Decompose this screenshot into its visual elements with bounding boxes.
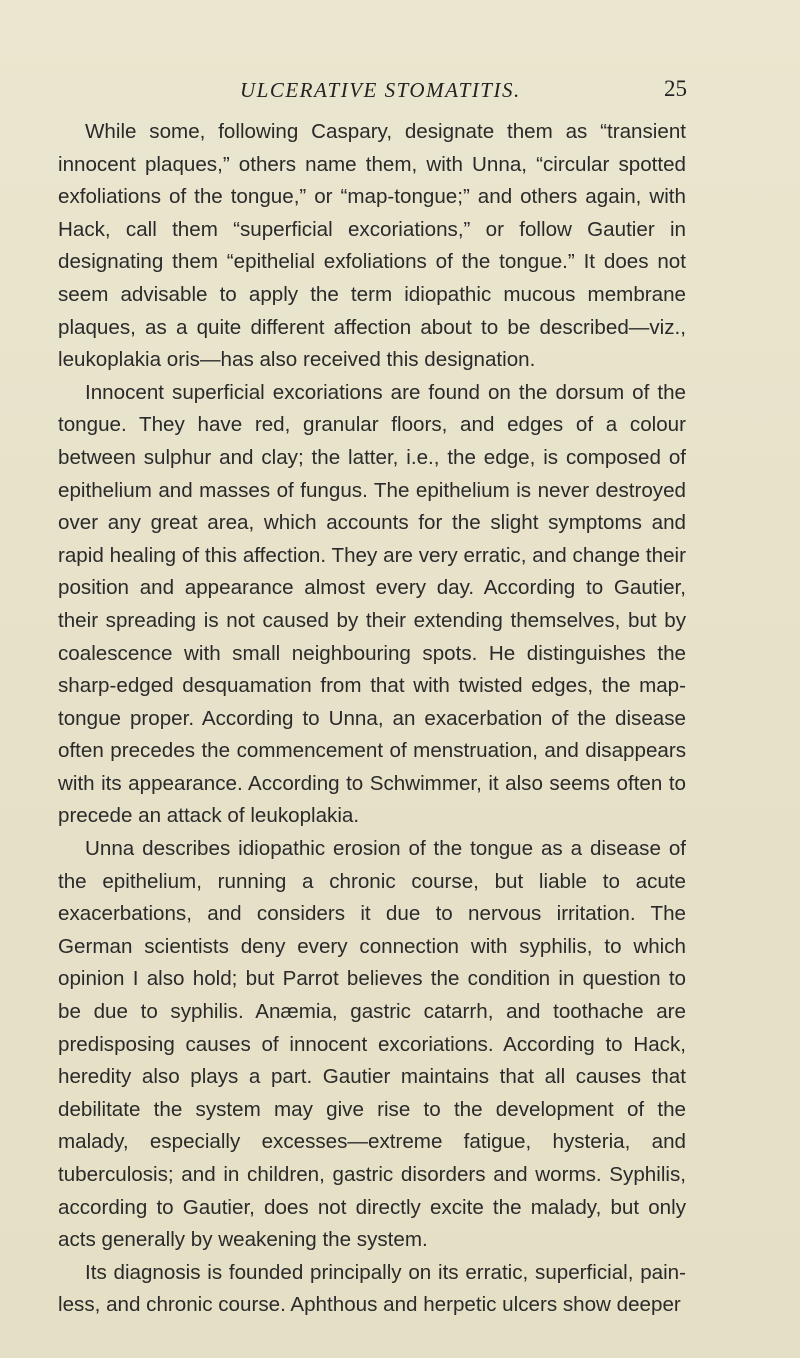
paragraph: Unna describes idiopathic erosion of the tongue as a disease of the epithelium, running a chronic course, but liable to acute exacerbations, and considers it due to nervous irritation. The German scientists deny every connection with syphilis, to which opinion I also hold; but Parrot believes the condition in question to be due to syphilis. Anæmia, gastric catarrh, and toothache are predisposing causes of innocent excoriations. According to Hack, heredity also plays a part. Gautier maintains that all causes that debilitate the system may give rise to the development of the malady, especially excesses—extreme fatigue, hysteria, and tuberculosis; and in children, gastric disorders and worms. Syphilis, according to Gautier, does not directly excite the malady, but only acts generally by weakening the system. (58, 837, 686, 1252)
paragraph: Its diagnosis is founded principally on its erratic, superficial, painless, and chronic course. Aphthous and herpetic ulcers show deeper (58, 1260, 686, 1317)
paragraph: Innocent superficial excoriations are found on the dorsum of the tongue. They have red, granular floors, and edges of a colour between sulphur and clay; the latter, i.e., the edge, is composed of epithelium and masses of fungus. The epithelium is never destroyed over any great area, which accounts for the slight symptoms and rapid healing of this affection. They are very erratic, and change their position and appearance almost every day. According to Gautier, their spreading is not caused by their extending themselves, but by coalescence with small neighbouring spots. He distinguishes the sharp-edged desquamation from that with twisted edges, the map-tongue proper. According to Unna, an exacerbation of the disease often precedes the commencement of menstruation, and disappears with its appearance. According to Schwimmer, it also seems often to precede an attack of leukoplakia. (58, 380, 686, 828)
page-number: 25 (664, 76, 687, 101)
paragraph: While some, following Caspary, designate them as “transient innocent plaques,” others name them, with Unna, “circular spotted exfoliations of the tongue,” or “map-tongue;” and others again, with Hack, call them “superficial excoriations,” or follow Gautier in designating them “epithelial exfoliations of the tongue.” It does not seem advisable to apply the term idiopathic mucous membrane plaques, as a quite different affection about to be described—viz., leukoplakia oris—has also received this designation. (58, 120, 686, 372)
running-title: ULCERATIVE STOMATITIS. (240, 78, 521, 102)
body-text (58, 116, 686, 1322)
